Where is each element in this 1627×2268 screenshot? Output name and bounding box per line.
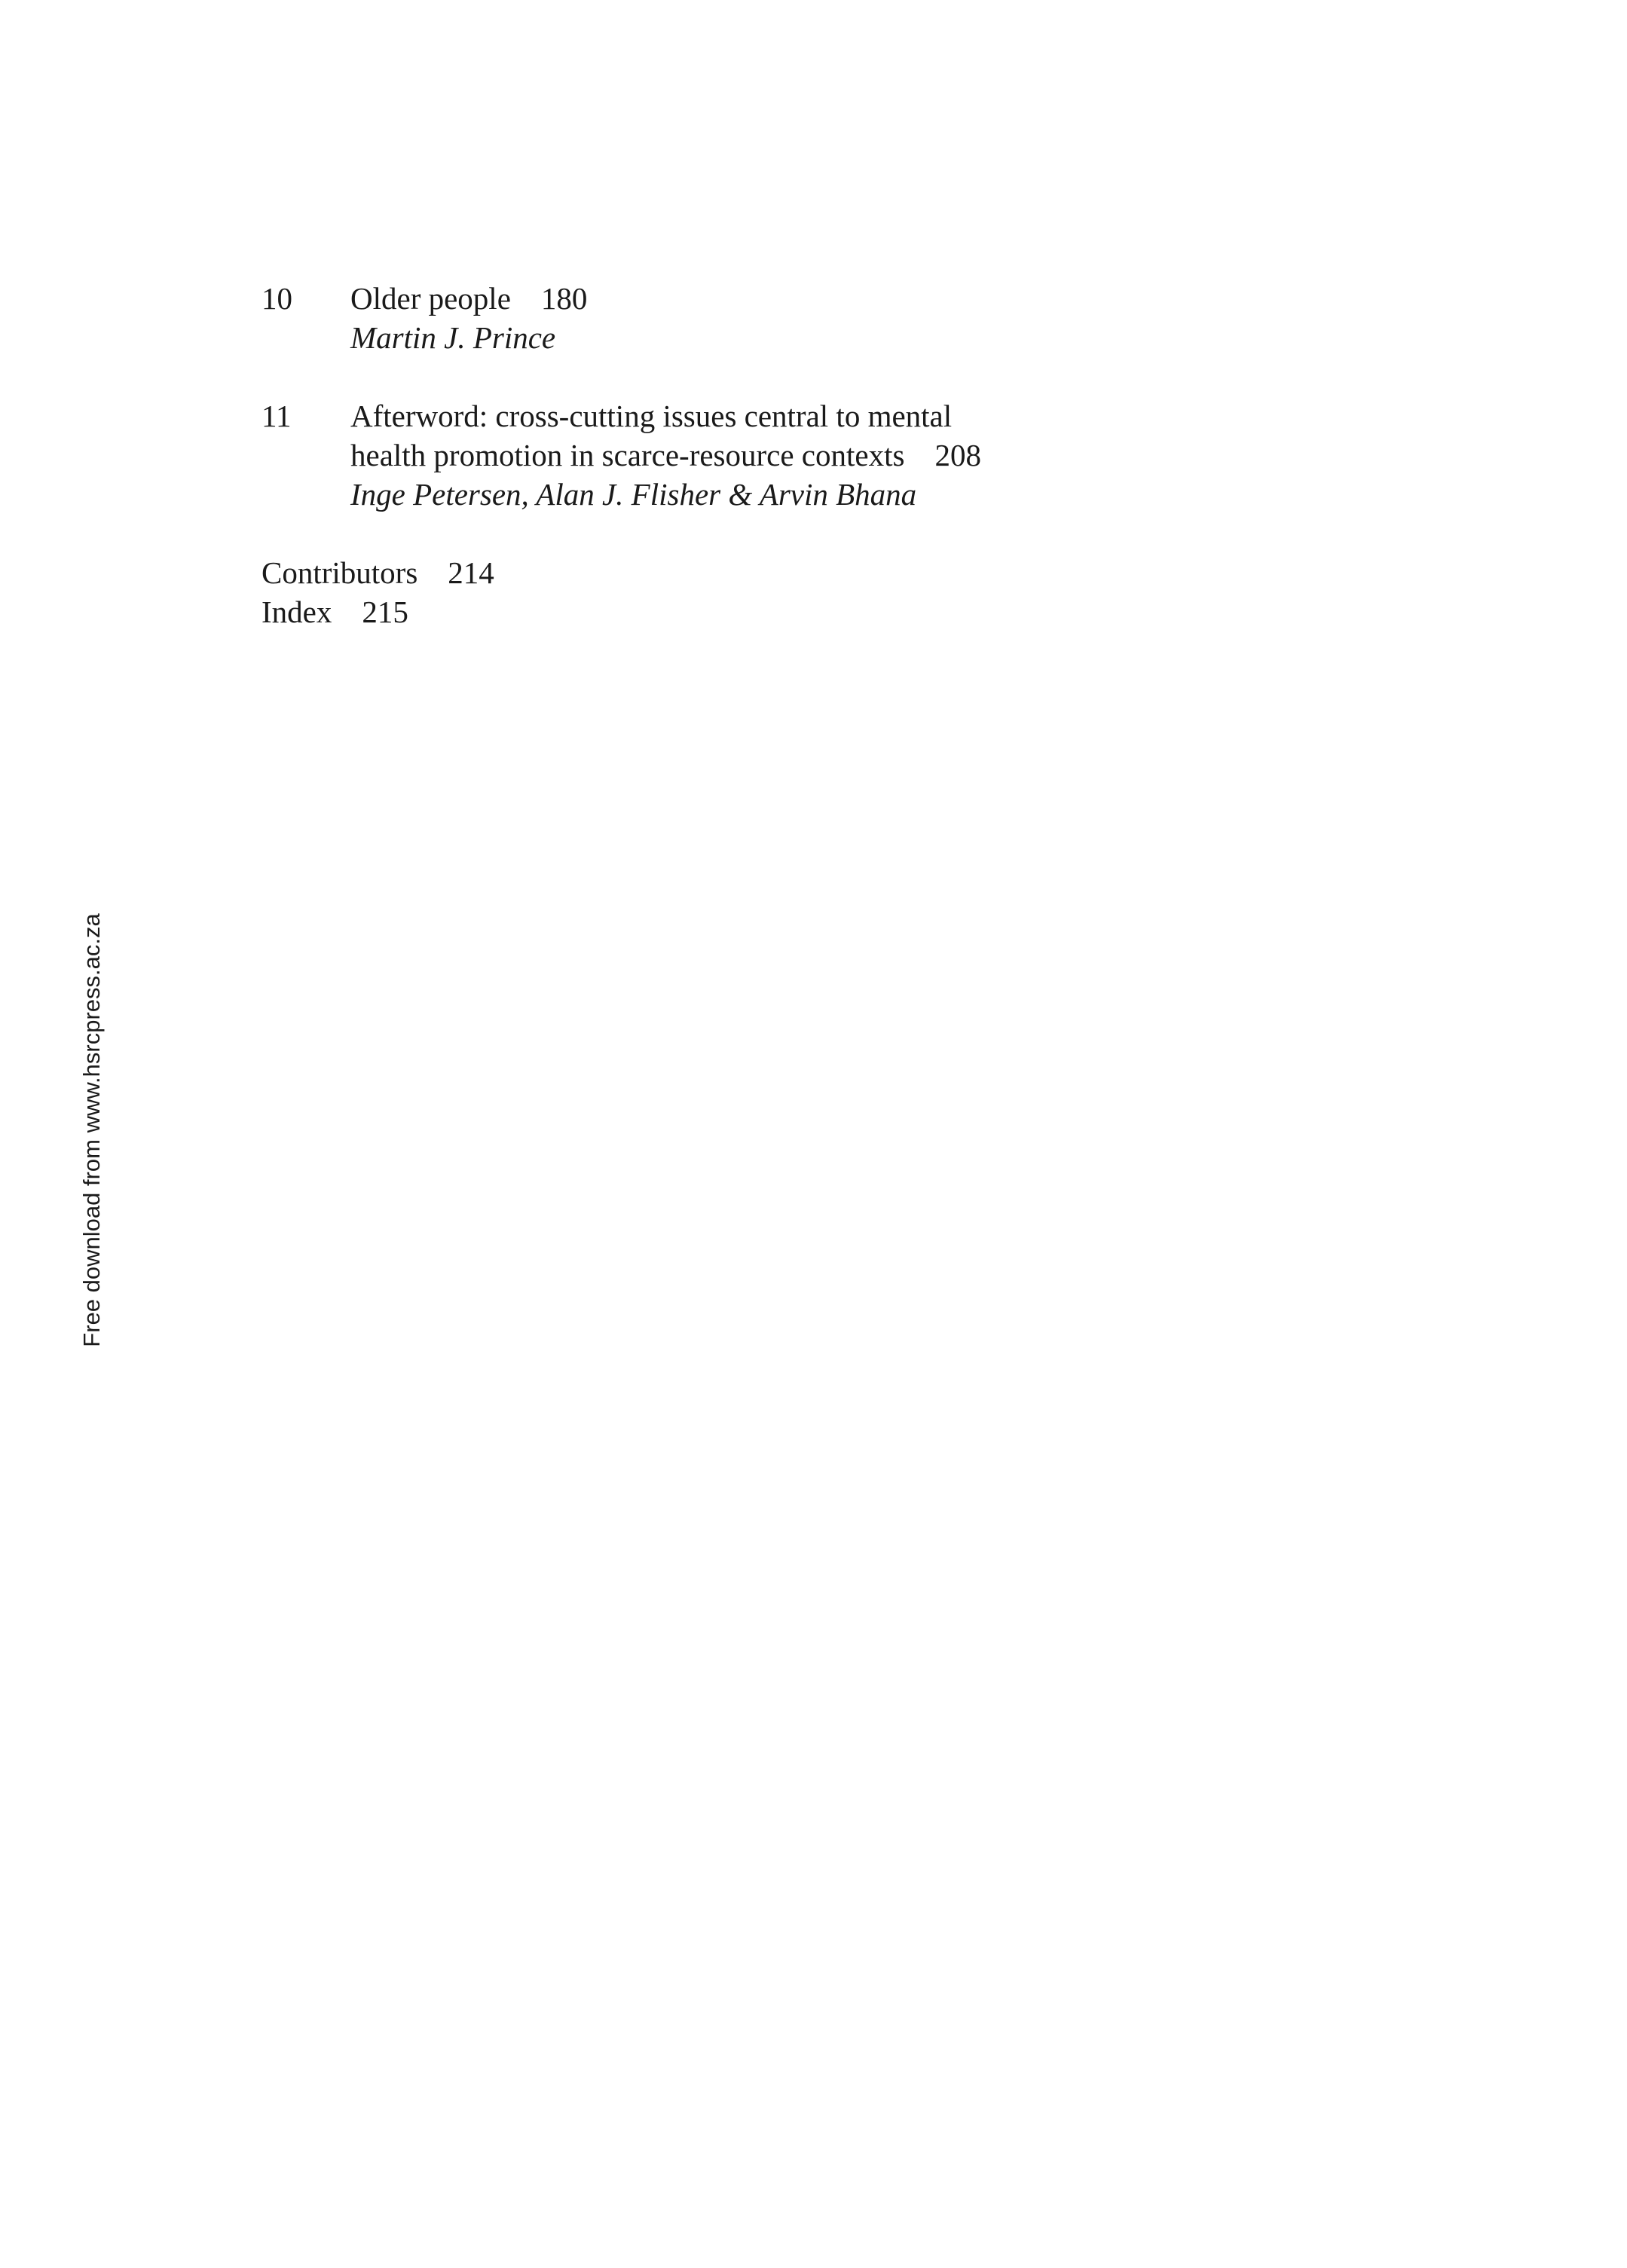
chapter-page-number: 208 [934, 438, 981, 472]
chapter-title-line [350, 279, 1392, 318]
chapter-title-line: Afterword: cross-cutting issues central to mental [350, 399, 953, 433]
back-matter [261, 553, 1392, 631]
chapter-entry [350, 396, 1392, 514]
chapter-authors: Martin J. Prince [350, 320, 556, 355]
toc-chapter-10[interactable] [261, 279, 1392, 357]
chapter-authors: Inge Petersen, Alan J. Flisher & Arvin Bhana [350, 477, 917, 512]
back-matter-label: Index [261, 595, 332, 629]
chapter-entry [350, 279, 1392, 357]
back-matter-page-number: 214 [448, 555, 494, 590]
chapter-title-line [350, 436, 1392, 475]
chapter-title-continued: health promotion in scarce-resource contexts [350, 438, 905, 472]
chapter-number: 11 [261, 399, 292, 433]
chapter-number: 10 [261, 281, 292, 316]
back-matter-page-number: 215 [362, 595, 408, 629]
toc-chapter-11[interactable] [261, 396, 1392, 514]
chapter-title: Older people [350, 281, 511, 316]
download-watermark: Free download from www.hsrcpress.ac.za [78, 913, 105, 1347]
chapter-page-number: 180 [540, 281, 588, 316]
table-of-contents [261, 279, 1392, 631]
back-matter-label: Contributors [261, 555, 418, 590]
toc-index[interactable] [261, 592, 1392, 631]
toc-contributors[interactable] [261, 553, 1392, 592]
